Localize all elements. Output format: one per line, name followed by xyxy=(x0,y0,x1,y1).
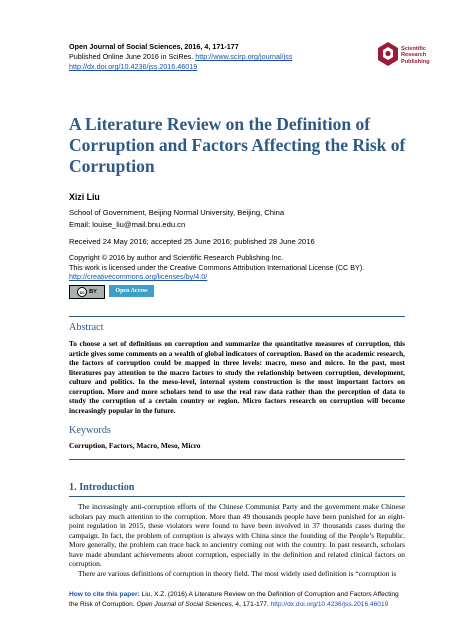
article-dates: Received 24 May 2016; accepted 25 June 2016; published 28 June 2016 xyxy=(69,237,315,246)
citation-text: Liu, X.Z. (2016) A Literature Review on the Definition of Corruption and Factors Affecting the Risk of Corruption. xyxy=(69,591,399,608)
introduction-body xyxy=(69,502,405,578)
publisher-logo-icon xyxy=(378,42,398,68)
cc-by-label: BY xyxy=(89,289,97,295)
cc-icon: cc xyxy=(77,287,87,297)
publisher-logo-text xyxy=(401,46,430,65)
citation-box xyxy=(69,590,405,609)
abstract-text: To choose a set of definitions on corruption and summarize the quantitative measures of corruption, this article gives some comments on a wealth of global indicators of corruption. Based on the academic research, the factors of corruption could be mapped in three levels: macro, meso and micro. In the past, most literatures pay attention to the macro factors to study the relationship between corruption, development, culture and politics. In the meso-level, internal system construction is the most important factors on corruption. More and more scholars tend to use the real raw data rather than the perception of data to study the corruption of a certain country or region. Micro factors research on corruption will become increasingly popular in the future. xyxy=(69,339,405,415)
doi-link[interactable]: http://dx.doi.org/10.4236/jss.2016.46019 xyxy=(69,62,198,71)
publisher-logo xyxy=(378,42,448,78)
intro-paragraph-1: The increasingly anti-corruption efforts of the Chinese Communist Party and the government make Chinese scholars pay much attention to the corruption. More than 49 thousands people have been punished for an eight-point regulation in 2015, these violators were found to have been involved in 37 thousands cases during the campaign. In fact, the problem of corruption is always with China since the founding of the People’s Republic. More generally, the problem can trace back to ancientry coming out with the country. In past research, scholars have made abundant achievements about corruption, especially in the definition and related clinical factors on corruption. xyxy=(69,502,405,568)
cc-by-badge[interactable] xyxy=(69,285,105,299)
intro-paragraph-2: There are various definitions of corruption in theory field. The most widely used definition is “corruption is xyxy=(78,568,397,578)
journal-url-link[interactable]: http://www.scirp.org/journal/jss xyxy=(195,52,293,61)
published-line xyxy=(69,52,292,62)
abstract-heading: Abstract xyxy=(69,322,104,333)
author-email: Email: louise_liu@mail.bnu.edu.cn xyxy=(69,220,186,229)
journal-header xyxy=(69,42,292,72)
citation-doi-link[interactable]: http://dx.doi.org/10.4236/jss.2016.46019 xyxy=(270,600,389,608)
keywords-text: Corruption, Factors, Macro, Meso, Micro xyxy=(69,441,201,450)
license-link[interactable]: http://creativecommons.org/licenses/by/4.0/ xyxy=(69,272,208,282)
copyright-line: Copyright © 2016 by author and Scientific Research Publishing Inc. xyxy=(69,253,284,262)
author-name: Xizi Liu xyxy=(69,192,100,202)
intro-heading-underline xyxy=(69,496,405,497)
journal-line: Open Journal of Social Sciences, 2016, 4, 171-177 xyxy=(69,42,239,51)
logo-line-1: Scientific xyxy=(401,46,426,52)
citation-volume: , 4, 171-177. xyxy=(231,600,271,608)
affiliation-block xyxy=(69,207,284,231)
license-line: This work is licensed under the Creative Commons Attribution International License (CC BY). xyxy=(69,262,365,272)
logo-line-3: Publishing xyxy=(401,58,430,65)
intro-divider xyxy=(69,459,405,460)
abstract-divider xyxy=(69,316,405,317)
citation-label: How to cite this paper: xyxy=(69,591,140,598)
logo-line-2: Research xyxy=(401,52,427,59)
affiliation: School of Government, Beijing Normal University, Beijing, China xyxy=(69,208,285,217)
introduction-heading: 1. Introduction xyxy=(69,482,135,493)
keywords-heading: Keywords xyxy=(69,425,111,436)
open-access-badge: Open Access xyxy=(109,285,154,297)
paper-title: A Literature Review on the Definition of Corruption and Factors Affecting the Risk of Corruption xyxy=(69,114,406,176)
citation-journal: Open Journal of Social Sciences xyxy=(136,600,232,608)
published-prefix: Published Online June 2016 in SciRes. xyxy=(69,52,196,61)
copyright-block xyxy=(69,253,364,282)
license-badges xyxy=(69,285,154,298)
